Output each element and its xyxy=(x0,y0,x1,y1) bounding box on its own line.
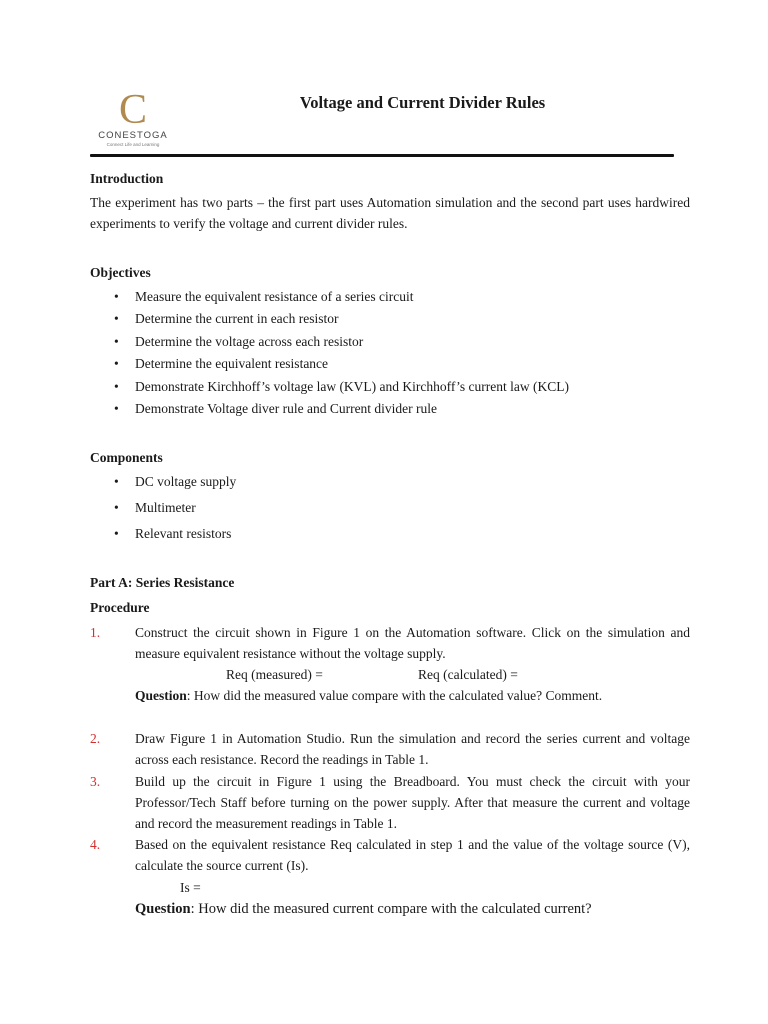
question-label: Question xyxy=(135,688,187,703)
objectives-list xyxy=(90,286,569,420)
part-a-heading: Part A: Series Resistance xyxy=(90,575,235,590)
step-text: Build up the circuit in Figure 1 using the Breadboard. You must check the circuit with your Professor/Tech Staff before turning on the power supply. After that measure the current and voltage and record the measurement readings in Table 1. xyxy=(135,774,690,831)
conestoga-logo xyxy=(88,87,178,147)
introduction-heading: Introduction xyxy=(90,171,164,186)
logo-letter: C xyxy=(118,87,147,133)
source-current-label: Is = xyxy=(180,880,201,895)
list-item: • Determine the current in each resistor xyxy=(90,308,569,330)
procedure-step-2 xyxy=(90,728,690,770)
list-item: • DC voltage supply xyxy=(90,469,236,495)
procedure-heading: Procedure xyxy=(90,600,150,615)
question-text: : How did the measured value compare with the calculated value? Comment. xyxy=(186,688,603,703)
req-measured-label: Req (measured) = xyxy=(226,667,323,682)
req-calculated-label: Req (calculated) = xyxy=(418,667,518,682)
logo-name: CONESTOGA xyxy=(98,130,168,141)
list-item: • Determine the voltage across each resistor xyxy=(90,331,569,353)
question-2 xyxy=(135,899,695,920)
step-text: Based on the equivalent resistance Req calculated in step 1 and the value of the voltage source (V), calculate the source current (Is). xyxy=(135,837,690,873)
step-number: 3. xyxy=(90,774,101,789)
introduction-text: The experiment has two parts – the first part uses Automation simulation and the second part uses hardwired experiments to verify the voltage and current divider rules. xyxy=(90,195,690,231)
list-item: • Demonstrate Voltage diver rule and Current divider rule xyxy=(90,398,569,420)
page-title: Voltage and Current Divider Rules xyxy=(299,93,546,112)
components-heading: Components xyxy=(90,450,163,465)
logo-tagline: Connect Life and Learning xyxy=(106,142,160,147)
objectives-heading: Objectives xyxy=(90,265,151,280)
list-item: • Multimeter xyxy=(90,495,236,521)
list-item: • Measure the equivalent resistance of a series circuit xyxy=(90,286,569,308)
procedure-step-1 xyxy=(90,622,690,664)
question-1 xyxy=(135,685,695,706)
step-number: 1. xyxy=(90,625,101,640)
step-number: 4. xyxy=(90,837,101,852)
list-item: • Relevant resistors xyxy=(90,521,236,547)
list-item: • Determine the equivalent resistance xyxy=(90,353,569,375)
step-text: Draw Figure 1 in Automation Studio. Run the simulation and record the series current and voltage across each resistance. Record the readings in Table 1. xyxy=(135,731,690,767)
question-label: Question xyxy=(135,901,191,917)
header-divider xyxy=(90,154,674,157)
components-list xyxy=(90,469,236,547)
step-number: 2. xyxy=(90,731,101,746)
procedure-step-4 xyxy=(90,834,690,876)
question-text: : How did the measured current compare with the calculated current? xyxy=(190,901,592,917)
step-text: Construct the circuit shown in Figure 1 on the Automation software. Click on the simulation and measure equivalent resistance without the voltage supply. xyxy=(135,625,690,661)
list-item: • Demonstrate Kirchhoff’s voltage law (KVL) and Kirchhoff’s current law (KCL) xyxy=(90,376,569,398)
procedure-step-3 xyxy=(90,771,690,834)
